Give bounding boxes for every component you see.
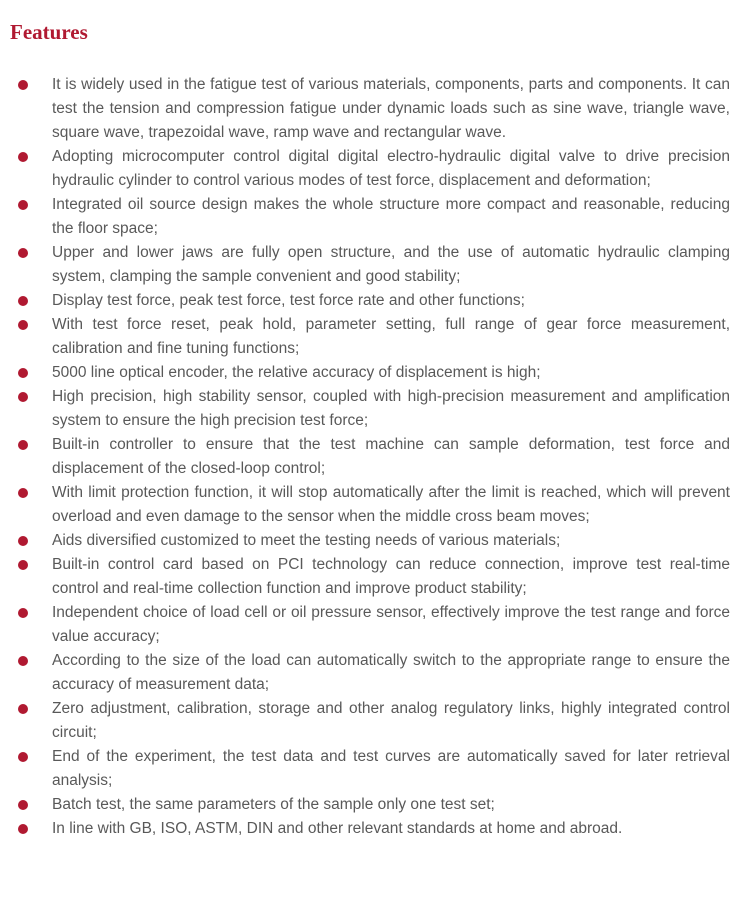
bullet-icon <box>18 824 28 834</box>
features-list <box>18 73 730 841</box>
feature-text: Batch test, the same parameters of the sample only one test set; <box>52 796 495 813</box>
feature-item <box>18 601 730 649</box>
bullet-icon <box>18 152 28 162</box>
feature-text: High precision, high stability sensor, coupled with high-precision measurement and amplification system to ensure the high precision test force; <box>52 388 730 429</box>
bullet-icon <box>18 536 28 546</box>
feature-item <box>18 385 730 433</box>
feature-text: Display test force, peak test force, test force rate and other functions; <box>52 292 525 309</box>
feature-text: With test force reset, peak hold, parameter setting, full range of gear force measurement, calibration and fine tuning functions; <box>52 316 730 357</box>
bullet-icon <box>18 608 28 618</box>
bullet-icon <box>18 560 28 570</box>
feature-text: Built-in control card based on PCI technology can reduce connection, improve test real-time control and real-time collection function and improve product stability; <box>52 556 730 597</box>
feature-item <box>18 313 730 361</box>
feature-item <box>18 73 730 145</box>
feature-text: According to the size of the load can automatically switch to the appropriate range to ensure the accuracy of measurement data; <box>52 652 730 693</box>
feature-text: With limit protection function, it will stop automatically after the limit is reached, which will prevent overload and even damage to the sensor when the middle cross beam moves; <box>52 484 730 525</box>
bullet-icon <box>18 80 28 90</box>
bullet-icon <box>18 320 28 330</box>
feature-item <box>18 433 730 481</box>
feature-item <box>18 697 730 745</box>
feature-item <box>18 481 730 529</box>
feature-item <box>18 793 730 817</box>
feature-item <box>18 241 730 289</box>
feature-text: In line with GB, ISO, ASTM, DIN and other relevant standards at home and abroad. <box>52 820 623 837</box>
feature-text: It is widely used in the fatigue test of various materials, components, parts and components. It can test the tension and compression fatigue under dynamic loads such as sine wave, triangle wave, square wave, trapezoidal wave, ramp wave and rectangular wave. <box>52 76 730 141</box>
features-section <box>0 20 750 841</box>
feature-text: Independent choice of load cell or oil pressure sensor, effectively improve the test range and force value accuracy; <box>52 604 730 645</box>
feature-item <box>18 649 730 697</box>
feature-item <box>18 193 730 241</box>
feature-text: Aids diversified customized to meet the testing needs of various materials; <box>52 532 561 549</box>
feature-item <box>18 361 730 385</box>
bullet-icon <box>18 296 28 306</box>
feature-text: Adopting microcomputer control digital digital electro-hydraulic digital valve to drive precision hydraulic cylinder to control various modes of test force, displacement and deformation; <box>52 148 730 189</box>
bullet-icon <box>18 248 28 258</box>
feature-item <box>18 289 730 313</box>
feature-text: Integrated oil source design makes the whole structure more compact and reasonable, reducing the floor space; <box>52 196 730 237</box>
bullet-icon <box>18 392 28 402</box>
bullet-icon <box>18 752 28 762</box>
feature-item <box>18 145 730 193</box>
feature-text: Zero adjustment, calibration, storage and other analog regulatory links, highly integrated control circuit; <box>52 700 730 741</box>
feature-text: Built-in controller to ensure that the test machine can sample deformation, test force and displacement of the closed-loop control; <box>52 436 730 477</box>
bullet-icon <box>18 488 28 498</box>
bullet-icon <box>18 800 28 810</box>
bullet-icon <box>18 368 28 378</box>
feature-text: End of the experiment, the test data and test curves are automatically saved for later retrieval analysis; <box>52 748 730 789</box>
bullet-icon <box>18 200 28 210</box>
feature-item <box>18 745 730 793</box>
bullet-icon <box>18 656 28 666</box>
feature-item <box>18 553 730 601</box>
section-title: Features <box>10 20 88 44</box>
bullet-icon <box>18 440 28 450</box>
feature-item <box>18 817 730 841</box>
feature-text: 5000 line optical encoder, the relative accuracy of displacement is high; <box>52 364 541 381</box>
bullet-icon <box>18 704 28 714</box>
feature-item <box>18 529 730 553</box>
feature-text: Upper and lower jaws are fully open structure, and the use of automatic hydraulic clamping system, clamping the sample convenient and good stability; <box>52 244 730 285</box>
